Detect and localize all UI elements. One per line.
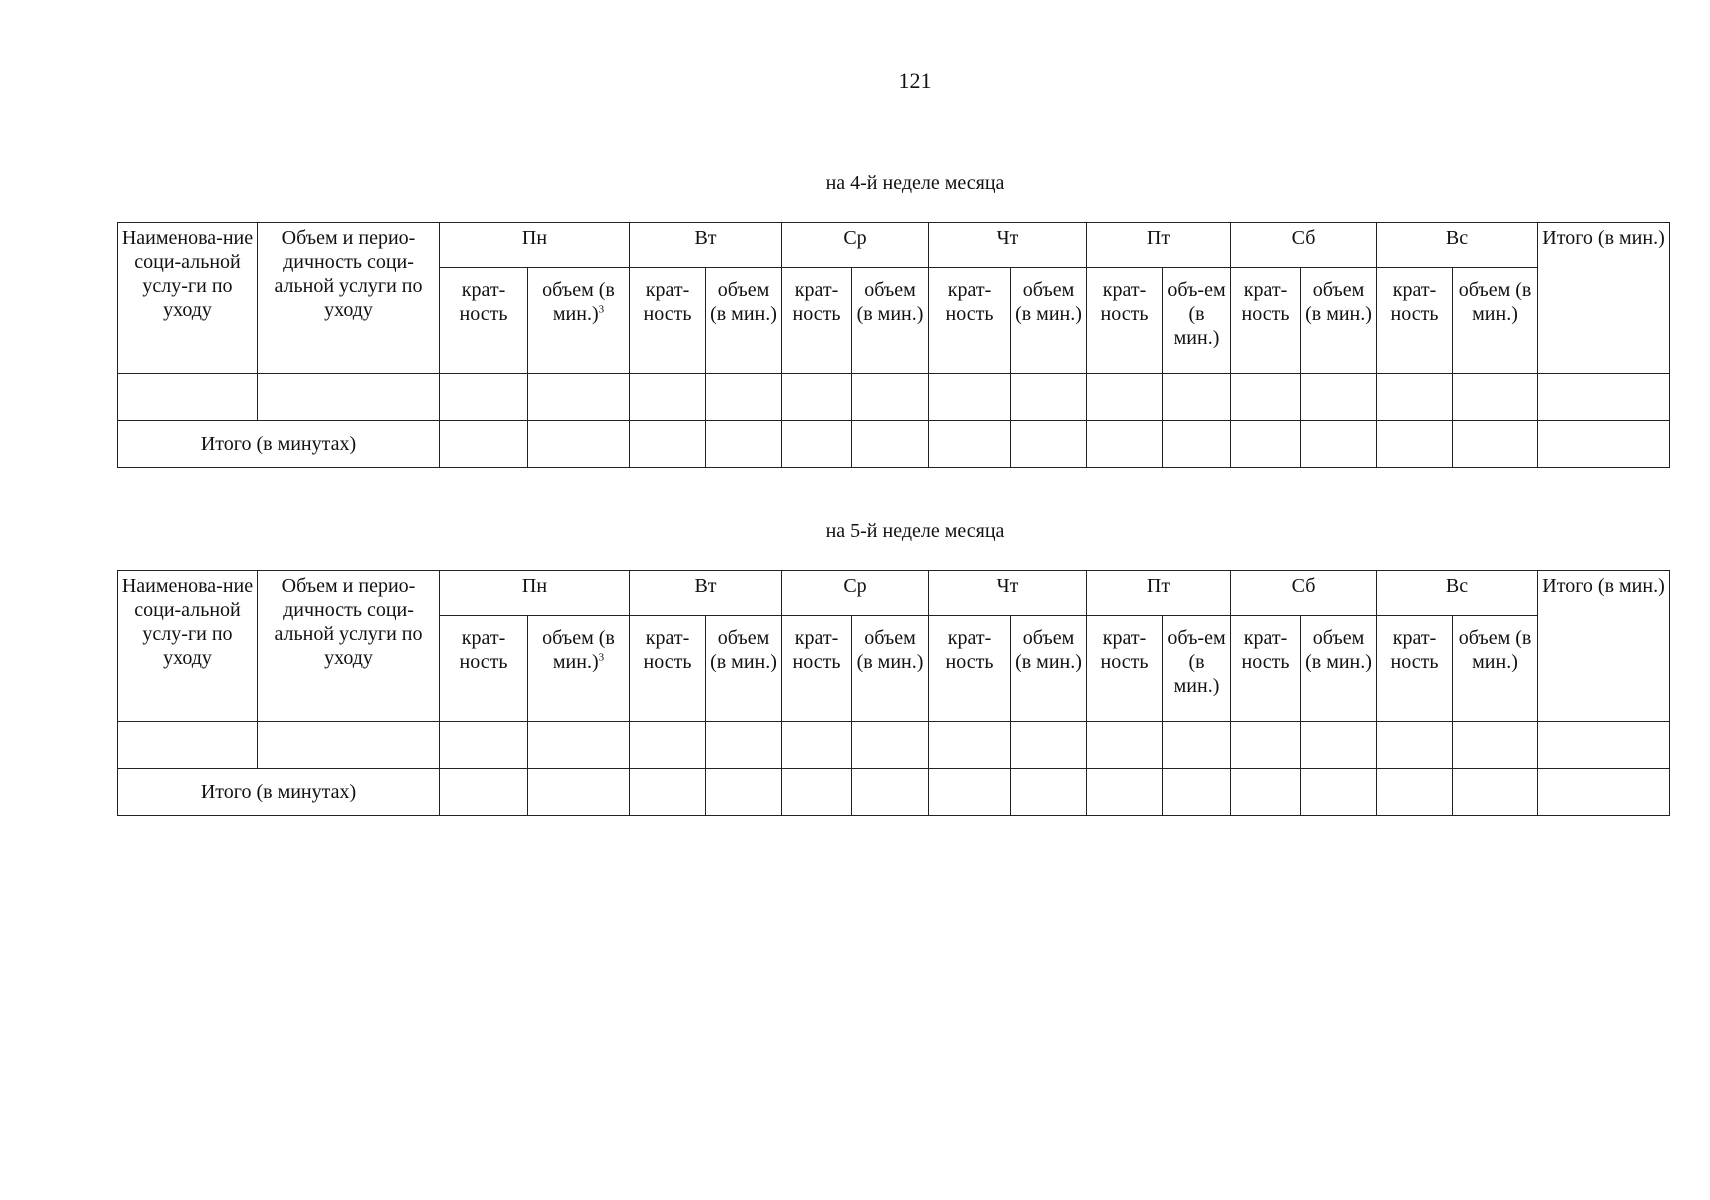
empty-cell	[1011, 421, 1087, 468]
empty-cell	[1087, 421, 1163, 468]
header-day-fri: Пт	[1087, 571, 1231, 616]
total-row-label: Итого (в минутах)	[118, 421, 440, 468]
empty-cell	[1087, 769, 1163, 816]
empty-cell	[118, 374, 258, 421]
header-service-volume: Объем и перио-дичность соци-альной услуги по уходу	[258, 223, 440, 374]
header-day-wed: Ср	[782, 571, 929, 616]
empty-cell	[258, 722, 440, 769]
total-row-label: Итого (в минутах)	[118, 769, 440, 816]
footnote-mark: 3	[598, 651, 605, 664]
empty-cell	[1301, 769, 1377, 816]
subheader-volume-text: объем (в мин.)	[542, 279, 615, 325]
empty-cell	[706, 374, 782, 421]
empty-cell	[1231, 722, 1301, 769]
header-day-thu: Чт	[929, 223, 1087, 268]
empty-cell	[929, 421, 1011, 468]
empty-cell	[1538, 769, 1670, 816]
empty-cell	[782, 421, 852, 468]
empty-cell	[1377, 722, 1453, 769]
subheader-frequency: крат-ность	[630, 268, 706, 374]
empty-cell	[929, 374, 1011, 421]
empty-cell	[1163, 722, 1231, 769]
empty-cell	[1087, 374, 1163, 421]
subheader-volume: объем (в мин.)	[852, 268, 929, 374]
empty-cell	[1377, 421, 1453, 468]
empty-cell	[1538, 722, 1670, 769]
subheader-frequency: крат-ность	[782, 268, 852, 374]
empty-cell	[852, 421, 929, 468]
empty-cell	[706, 769, 782, 816]
empty-cell	[706, 421, 782, 468]
header-total: Итого (в мин.)	[1538, 223, 1670, 374]
subheader-volume: объем (в мин.)	[1301, 268, 1377, 374]
empty-cell	[630, 421, 706, 468]
subheader-volume	[528, 268, 630, 374]
header-day-thu: Чт	[929, 571, 1087, 616]
header-total: Итого (в мин.)	[1538, 571, 1670, 722]
empty-cell	[706, 722, 782, 769]
header-service-volume: Объем и перио-дичность соци-альной услуги по уходу	[258, 571, 440, 722]
empty-cell	[782, 722, 852, 769]
empty-cell	[1301, 421, 1377, 468]
subheader-frequency: крат-ность	[782, 616, 852, 722]
empty-cell	[630, 722, 706, 769]
empty-cell	[1453, 769, 1538, 816]
empty-cell	[929, 722, 1011, 769]
subheader-volume: объ-ем (в мин.)	[1163, 616, 1231, 722]
empty-cell	[528, 769, 630, 816]
subheader-frequency: крат-ность	[1377, 616, 1453, 722]
header-day-sun: Вс	[1377, 223, 1538, 268]
empty-cell	[1301, 374, 1377, 421]
empty-cell	[1163, 421, 1231, 468]
subheader-volume	[528, 616, 630, 722]
empty-cell	[258, 374, 440, 421]
subheader-frequency: крат-ность	[929, 616, 1011, 722]
subheader-volume-text: объем (в мин.)	[542, 627, 615, 673]
empty-cell	[852, 374, 929, 421]
subheader-frequency: крат-ность	[440, 268, 528, 374]
page-number: 121	[898, 68, 932, 93]
header-service-name: Наименова-ние соци-альной услу-ги по уходу	[118, 223, 258, 374]
header-day-sat: Сб	[1231, 223, 1377, 268]
header-day-fri: Пт	[1087, 223, 1231, 268]
header-service-name: Наименова-ние соци-альной услу-ги по уходу	[118, 571, 258, 722]
header-day-sat: Сб	[1231, 571, 1377, 616]
empty-cell	[440, 722, 528, 769]
empty-cell	[1377, 374, 1453, 421]
empty-cell	[782, 769, 852, 816]
schedule-table-week-5	[117, 570, 1670, 816]
subheader-volume: объем (в мин.)	[1301, 616, 1377, 722]
subheader-volume: объем (в мин.)	[1011, 616, 1087, 722]
empty-cell	[440, 421, 528, 468]
subheader-volume: объем (в мин.)	[1453, 616, 1538, 722]
empty-cell	[528, 722, 630, 769]
subheader-volume: объем (в мин.)	[706, 268, 782, 374]
empty-cell	[852, 769, 929, 816]
subheader-volume: объем (в мин.)	[1453, 268, 1538, 374]
footnote-mark: 3	[598, 303, 605, 316]
empty-cell	[1453, 722, 1538, 769]
empty-cell	[1453, 374, 1538, 421]
empty-cell	[630, 374, 706, 421]
empty-cell	[852, 722, 929, 769]
empty-cell	[929, 769, 1011, 816]
subheader-frequency: крат-ность	[440, 616, 528, 722]
header-day-mon: Пн	[440, 571, 630, 616]
empty-cell	[118, 722, 258, 769]
empty-cell	[440, 374, 528, 421]
empty-cell	[1011, 374, 1087, 421]
schedule-table-week-4	[117, 222, 1670, 468]
empty-cell	[440, 769, 528, 816]
empty-cell	[1453, 421, 1538, 468]
empty-cell	[1231, 374, 1301, 421]
header-day-sun: Вс	[1377, 571, 1538, 616]
subheader-volume: объем (в мин.)	[852, 616, 929, 722]
empty-cell	[630, 769, 706, 816]
empty-cell	[1163, 769, 1231, 816]
empty-cell	[782, 374, 852, 421]
empty-cell	[1011, 722, 1087, 769]
empty-cell	[1377, 769, 1453, 816]
section-caption-week-4: на 4-й неделе месяца	[825, 172, 1005, 194]
subheader-frequency: крат-ность	[1087, 268, 1163, 374]
empty-cell	[1301, 722, 1377, 769]
empty-cell	[1231, 421, 1301, 468]
empty-cell	[1538, 374, 1670, 421]
header-day-mon: Пн	[440, 223, 630, 268]
empty-cell	[1087, 722, 1163, 769]
section-caption-week-5: на 5-й неделе месяца	[825, 520, 1005, 542]
subheader-frequency: крат-ность	[1377, 268, 1453, 374]
empty-cell	[1163, 374, 1231, 421]
empty-cell	[1538, 421, 1670, 468]
empty-cell	[1231, 769, 1301, 816]
header-day-tue: Вт	[630, 223, 782, 268]
subheader-frequency: крат-ность	[1231, 268, 1301, 374]
subheader-volume: объ-ем (в мин.)	[1163, 268, 1231, 374]
subheader-volume: объем (в мин.)	[1011, 268, 1087, 374]
subheader-frequency: крат-ность	[929, 268, 1011, 374]
subheader-frequency: крат-ность	[1087, 616, 1163, 722]
empty-cell	[528, 374, 630, 421]
empty-cell	[528, 421, 630, 468]
subheader-frequency: крат-ность	[1231, 616, 1301, 722]
subheader-volume: объем (в мин.)	[706, 616, 782, 722]
header-day-wed: Ср	[782, 223, 929, 268]
empty-cell	[1011, 769, 1087, 816]
header-day-tue: Вт	[630, 571, 782, 616]
subheader-frequency: крат-ность	[630, 616, 706, 722]
